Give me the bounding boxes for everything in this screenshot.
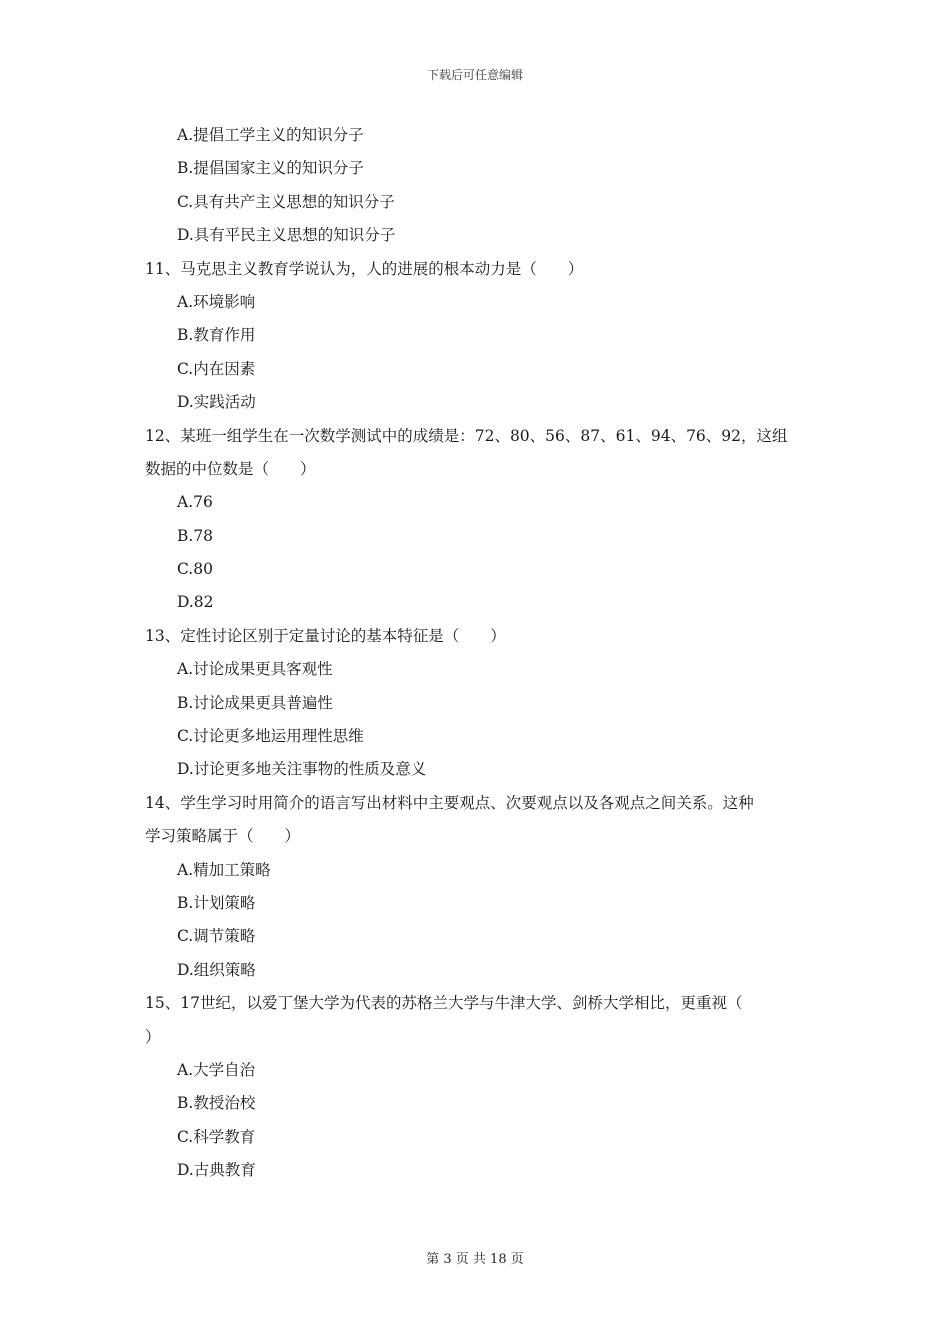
option-b-q13: B.讨论成果更具普遍性 (177, 693, 333, 712)
option-c-q11: C.内在因素 (177, 359, 256, 378)
question-15-text: 15、17世纪，以爱丁堡大学为代表的苏格兰大学与牛津大学、剑桥大学相比，更重视（ (145, 994, 743, 1013)
question-12-text-cont: 数据的中位数是（ ） (145, 459, 316, 478)
option-b-q15: B.教授治校 (177, 1094, 256, 1113)
page-footer: 第 3 页 共 18 页 (426, 1252, 524, 1267)
option-a-q10: A.提倡工学主义的知识分子 (177, 126, 364, 144)
page-header: 下载后可任意编辑 (426, 68, 523, 82)
option-d-q14: D.组织策略 (177, 960, 256, 979)
question-14-text: 14、学生学习时用简介的语言写出材料中主要观点、次要观点以及各观点之间关系。这种 (145, 793, 754, 812)
option-b-q11: B.教育作用 (177, 326, 256, 345)
option-b-q10: B.提倡国家主义的知识分子 (177, 159, 364, 178)
question-12-text: 12、某班一组学生在一次数学测试中的成绩是：72、80、56、87、61、94、76、92，这组 (145, 426, 788, 445)
option-b-q12: B.78 (177, 526, 214, 545)
option-c-q13: C.讨论更多地运用理性思维 (177, 727, 364, 746)
option-d-q13: D.讨论更多地关注事物的性质及意义 (177, 760, 427, 779)
option-c-q10: C.具有共产主义思想的知识分子 (177, 192, 395, 211)
option-c-q12: C.80 (177, 560, 213, 579)
option-d-q15: D.古典教育 (177, 1161, 256, 1180)
option-a-q14: A.精加工策略 (177, 860, 271, 879)
option-a-q15: A.大学自治 (177, 1060, 256, 1079)
option-a-q12: A.76 (177, 493, 213, 512)
option-b-q14: B.计划策略 (177, 893, 256, 912)
question-15-text-cont: ） (145, 1027, 161, 1046)
option-a-q11: A.环境影响 (177, 292, 256, 311)
document-body (145, 124, 810, 1193)
question-11-text: 11、马克思主义教育学说认为，人的进展的根本动力是（ ） (145, 259, 584, 278)
option-c-q14: C.调节策略 (177, 927, 256, 946)
option-c-q15: C.科学教育 (177, 1127, 256, 1146)
question-13-text: 13、定性讨论区别于定量讨论的基本特征是（ ） (145, 626, 506, 645)
option-d-q10: D.具有平民主义思想的知识分子 (177, 226, 396, 245)
question-14-text-cont: 学习策略属于（ ） (145, 827, 301, 846)
option-a-q13: A.讨论成果更具客观性 (177, 660, 333, 679)
option-d-q12: D.82 (177, 593, 214, 612)
option-d-q11: D.实践活动 (177, 393, 256, 412)
